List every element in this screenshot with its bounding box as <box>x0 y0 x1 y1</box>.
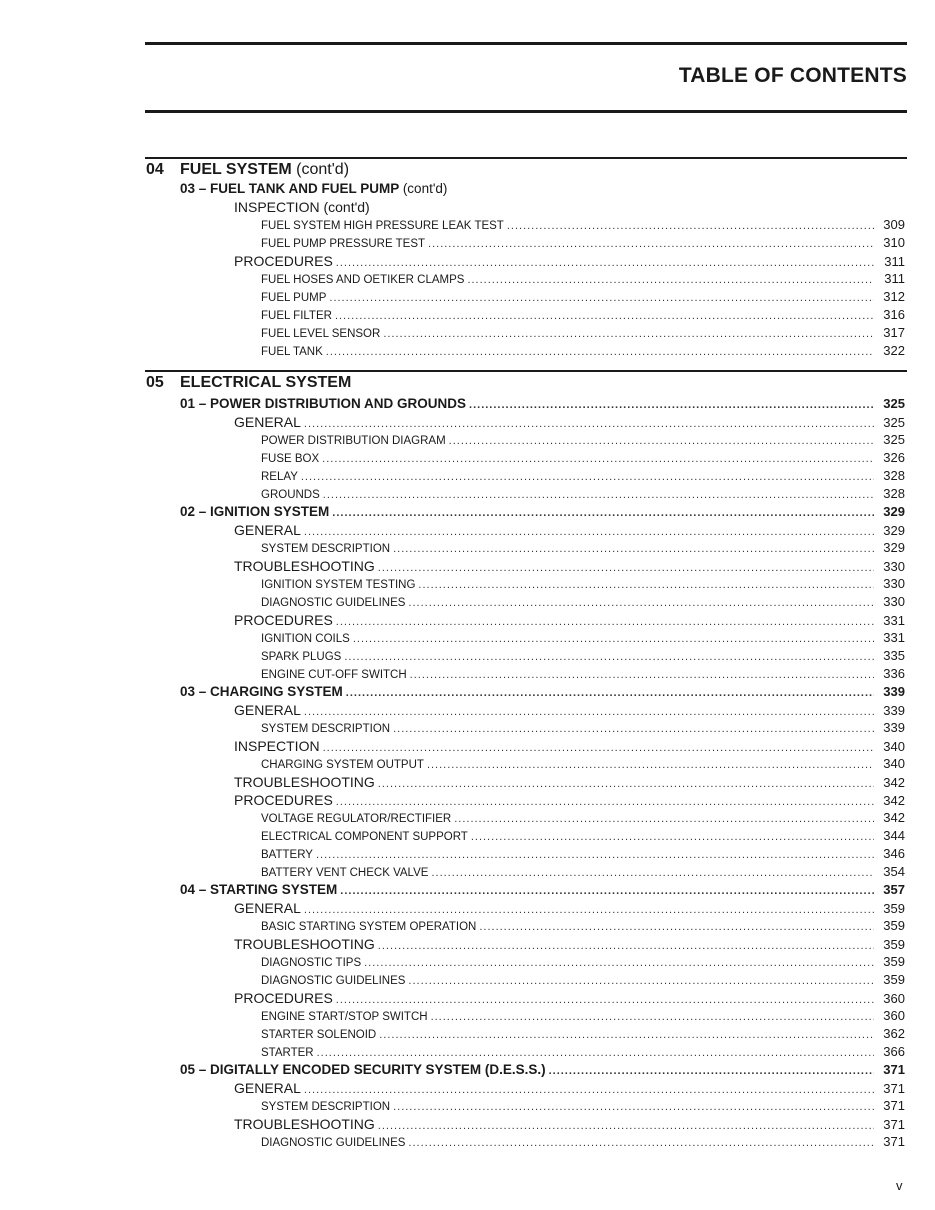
toc-entry[interactable]: DIAGNOSTIC TIPS ..... 359 <box>261 954 905 972</box>
toc-entry[interactable]: PROCEDURES ..... 360 <box>234 990 905 1008</box>
toc-entry[interactable]: 04 – STARTING SYSTEM ..... 357 <box>180 882 905 900</box>
toc-entry[interactable]: STARTER ..... 366 <box>261 1044 905 1062</box>
title-rule <box>145 110 907 113</box>
toc-entry[interactable]: GENERAL ..... 359 <box>234 900 905 918</box>
top-rule <box>145 42 907 45</box>
toc-entry[interactable]: SYSTEM DESCRIPTION ..... 339 <box>261 720 905 738</box>
toc-entry[interactable]: PROCEDURES ..... 331 <box>234 612 905 630</box>
toc-entry[interactable]: GROUNDS ..... 328 <box>261 486 905 504</box>
toc-entry[interactable]: TROUBLESHOOTING ..... 342 <box>234 774 905 792</box>
section-title: ELECTRICAL SYSTEM <box>180 374 352 391</box>
page-title: TABLE OF CONTENTS <box>678 64 907 87</box>
toc-entry[interactable]: 02 – IGNITION SYSTEM ..... 329 <box>180 504 905 522</box>
toc-entry[interactable]: FUEL LEVEL SENSOR ..... 317 <box>261 325 905 343</box>
section-number: 04 <box>146 161 164 178</box>
toc-entry[interactable]: FUEL HOSES AND OETIKER CLAMPS ..... 311 <box>261 271 905 289</box>
toc-entry[interactable]: VOLTAGE REGULATOR/RECTIFIER ..... 342 <box>261 810 905 828</box>
toc-entry[interactable]: 05 – DIGITALLY ENCODED SECURITY SYSTEM (D.E.S.S.) ..... 371 <box>180 1062 905 1080</box>
toc-entry[interactable]: INSPECTION ..... 340 <box>234 738 905 756</box>
subsection-heading: 03 – FUEL TANK AND FUEL PUMP (cont'd) <box>180 181 448 196</box>
toc-entry[interactable]: FUSE BOX ..... 326 <box>261 450 905 468</box>
toc-entry[interactable]: ENGINE START/STOP SWITCH ..... 360 <box>261 1008 905 1026</box>
toc-entry[interactable]: GENERAL ..... 371 <box>234 1080 905 1098</box>
toc-entry[interactable]: GENERAL ..... 329 <box>234 522 905 540</box>
toc-entry[interactable]: FUEL PUMP PRESSURE TEST ..... 310 <box>261 235 905 253</box>
section-04-heading <box>146 161 906 181</box>
toc-entry[interactable]: FUEL TANK ..... 322 <box>261 343 905 361</box>
toc-entry[interactable]: TROUBLESHOOTING ..... 330 <box>234 558 905 576</box>
toc-entry[interactable]: 03 – CHARGING SYSTEM ..... 339 <box>180 684 905 702</box>
toc-entry[interactable]: POWER DISTRIBUTION DIAGRAM ..... 325 <box>261 432 905 450</box>
toc-entry[interactable]: SYSTEM DESCRIPTION ..... 329 <box>261 540 905 558</box>
toc-entry[interactable]: BATTERY ..... 346 <box>261 846 905 864</box>
section-04-rule <box>145 157 907 159</box>
toc-entry[interactable]: CHARGING SYSTEM OUTPUT ..... 340 <box>261 756 905 774</box>
toc-entry[interactable]: GENERAL ..... 325 <box>234 414 905 432</box>
toc-entry[interactable]: PROCEDURES ..... 311 <box>234 253 905 271</box>
toc-entry[interactable]: BATTERY VENT CHECK VALVE ..... 354 <box>261 864 905 882</box>
section-05-rule <box>145 370 907 372</box>
toc-entry[interactable]: SYSTEM DESCRIPTION ..... 371 <box>261 1098 905 1116</box>
toc-entry[interactable]: DIAGNOSTIC GUIDELINES ..... 371 <box>261 1134 905 1152</box>
toc-entry[interactable]: DIAGNOSTIC GUIDELINES ..... 359 <box>261 972 905 990</box>
section-title: FUEL SYSTEM (cont'd) <box>180 161 350 178</box>
toc-entry[interactable]: PROCEDURES ..... 342 <box>234 792 905 810</box>
toc-entry[interactable]: 01 – POWER DISTRIBUTION AND GROUNDS ..... 325 <box>180 396 905 414</box>
toc-entry[interactable]: BASIC STARTING SYSTEM OPERATION ..... 359 <box>261 918 905 936</box>
page-number: v <box>896 1178 903 1193</box>
toc-entry[interactable]: FUEL FILTER ..... 316 <box>261 307 905 325</box>
toc-entry[interactable]: TROUBLESHOOTING ..... 359 <box>234 936 905 954</box>
toc-entry[interactable]: SPARK PLUGS ..... 335 <box>261 648 905 666</box>
section-05-heading <box>146 374 906 394</box>
section-number: 05 <box>146 374 164 391</box>
toc-entry[interactable]: FUEL SYSTEM HIGH PRESSURE LEAK TEST ..... 309 <box>261 217 905 235</box>
toc-entry[interactable]: IGNITION SYSTEM TESTING ..... 330 <box>261 576 905 594</box>
toc-entry[interactable]: RELAY ..... 328 <box>261 468 905 486</box>
toc-entry[interactable]: DIAGNOSTIC GUIDELINES ..... 330 <box>261 594 905 612</box>
toc-entry[interactable]: TROUBLESHOOTING ..... 371 <box>234 1116 905 1134</box>
toc-entry[interactable]: ELECTRICAL COMPONENT SUPPORT ..... 344 <box>261 828 905 846</box>
toc-entry[interactable]: STARTER SOLENOID ..... 362 <box>261 1026 905 1044</box>
toc-entry[interactable]: ENGINE CUT-OFF SWITCH ..... 336 <box>261 666 905 684</box>
toc-entry[interactable]: FUEL PUMP ..... 312 <box>261 289 905 307</box>
toc-entry[interactable]: IGNITION COILS ..... 331 <box>261 630 905 648</box>
inspection-heading: INSPECTION (cont'd) <box>234 199 370 215</box>
toc-entry[interactable]: GENERAL ..... 339 <box>234 702 905 720</box>
